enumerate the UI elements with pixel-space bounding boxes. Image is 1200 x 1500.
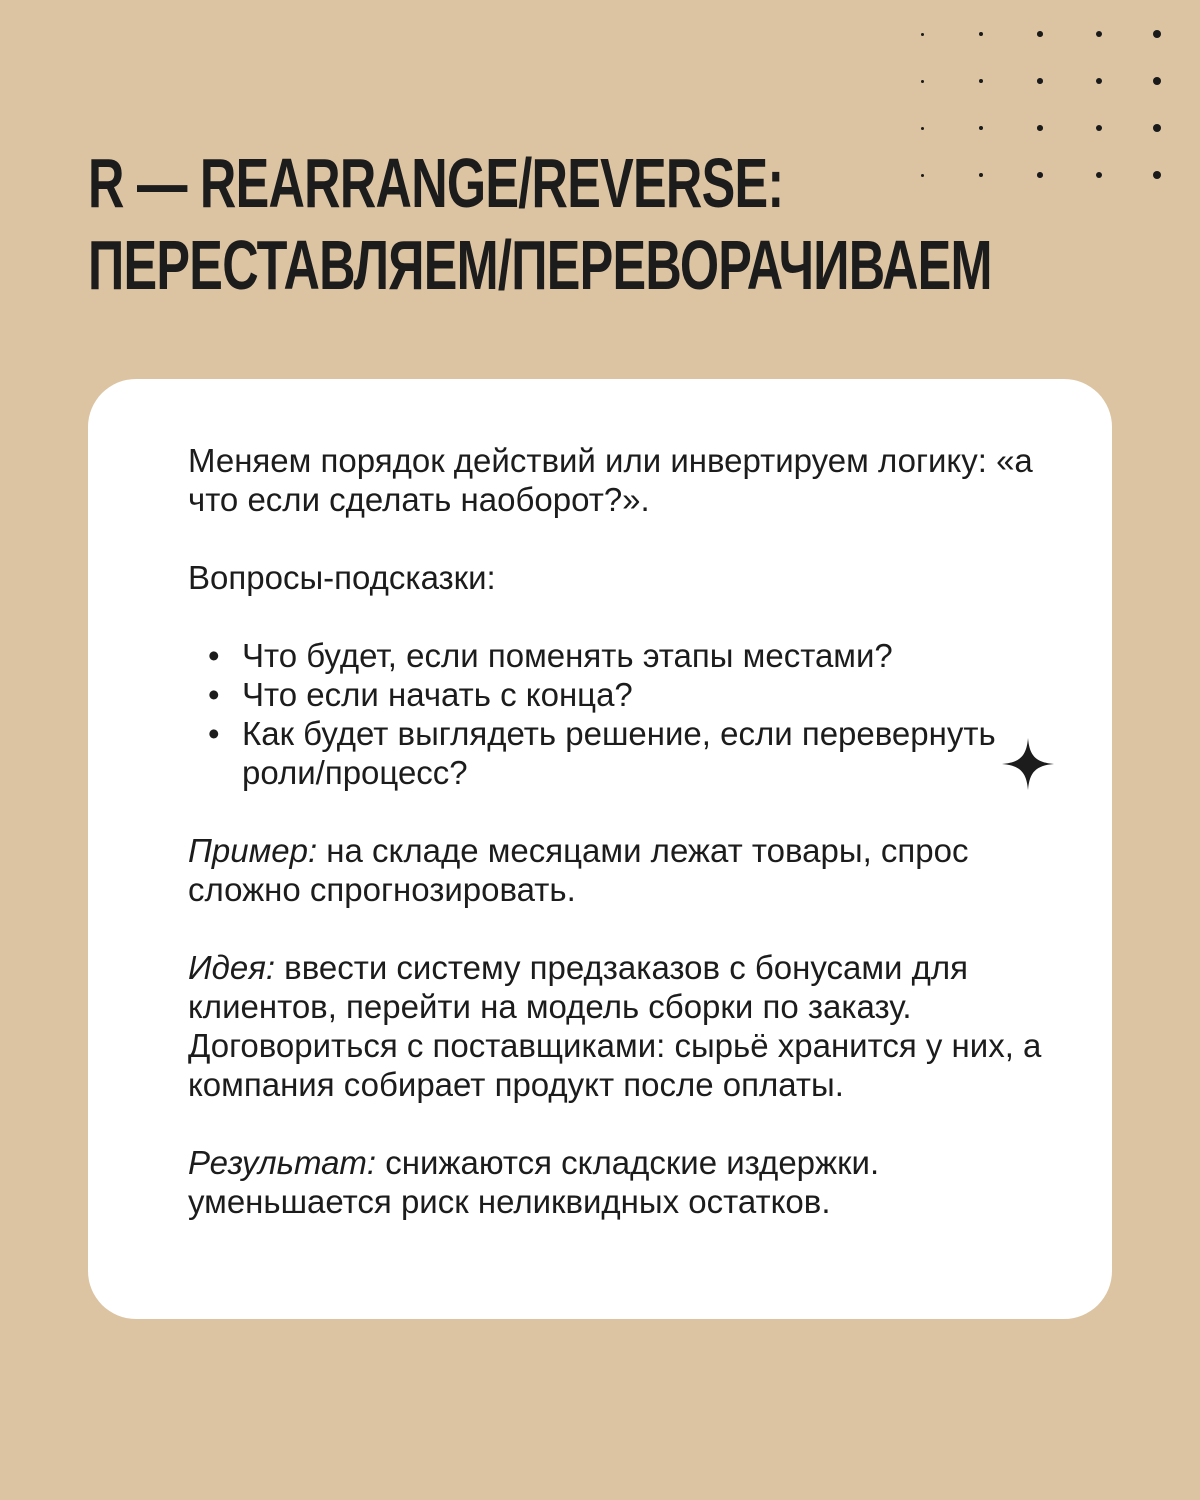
dot	[921, 33, 924, 36]
dot	[979, 126, 983, 130]
dot	[1153, 30, 1161, 38]
dot	[1153, 77, 1161, 85]
dot	[1037, 125, 1043, 131]
content-card	[88, 379, 1112, 1319]
dot	[1037, 78, 1043, 84]
idea-label: Идея:	[188, 949, 275, 986]
example-text: на складе месяцами лежат товары, спрос сложно спрогнозировать.	[188, 832, 969, 908]
dot	[921, 127, 924, 130]
idea-text: ввести систему предзаказов с бонусами для клиентов, перейти на модель сборки по заказу. Договориться с поставщиками: сырьё хранится у них, а компания собирает продукт после оплаты.	[188, 949, 1042, 1103]
page-title	[88, 142, 1168, 306]
dot	[1153, 124, 1161, 132]
title-line-2: ПЕРЕСТАВЛЯЕМ/ПЕРЕВОРАЧИВАЕМ	[88, 226, 992, 304]
result-text: снижаются складские издержки. уменьшается риск неликвидных остатков.	[188, 1144, 880, 1220]
dot	[1096, 125, 1103, 132]
questions-list	[188, 636, 1048, 792]
result-paragraph	[188, 1143, 1048, 1221]
example-paragraph	[188, 831, 1048, 909]
questions-heading: Вопросы-подсказки:	[188, 559, 496, 596]
result-label: Результат:	[188, 1144, 377, 1181]
example-label: Пример:	[188, 832, 318, 869]
dot	[1096, 31, 1103, 38]
card-content	[188, 441, 1048, 1221]
idea-paragraph	[188, 948, 1048, 1104]
dot	[921, 80, 924, 83]
dot	[1096, 78, 1103, 85]
title-line-1: R — REARRANGE/REVERSE:	[88, 144, 784, 222]
list-item: • Как будет выглядеть решение, если перевернуть роли/процесс?	[188, 714, 1048, 792]
dot	[1037, 31, 1043, 37]
dot	[979, 79, 983, 83]
dot	[979, 32, 983, 36]
intro-text: Меняем порядок действий или инвертируем логику: «а что если сделать наоборот?».	[188, 442, 1033, 518]
sparkle-star-icon	[1002, 738, 1054, 790]
list-item: • Что будет, если поменять этапы местами?	[188, 636, 1048, 675]
list-item: • Что если начать с конца?	[188, 675, 1048, 714]
